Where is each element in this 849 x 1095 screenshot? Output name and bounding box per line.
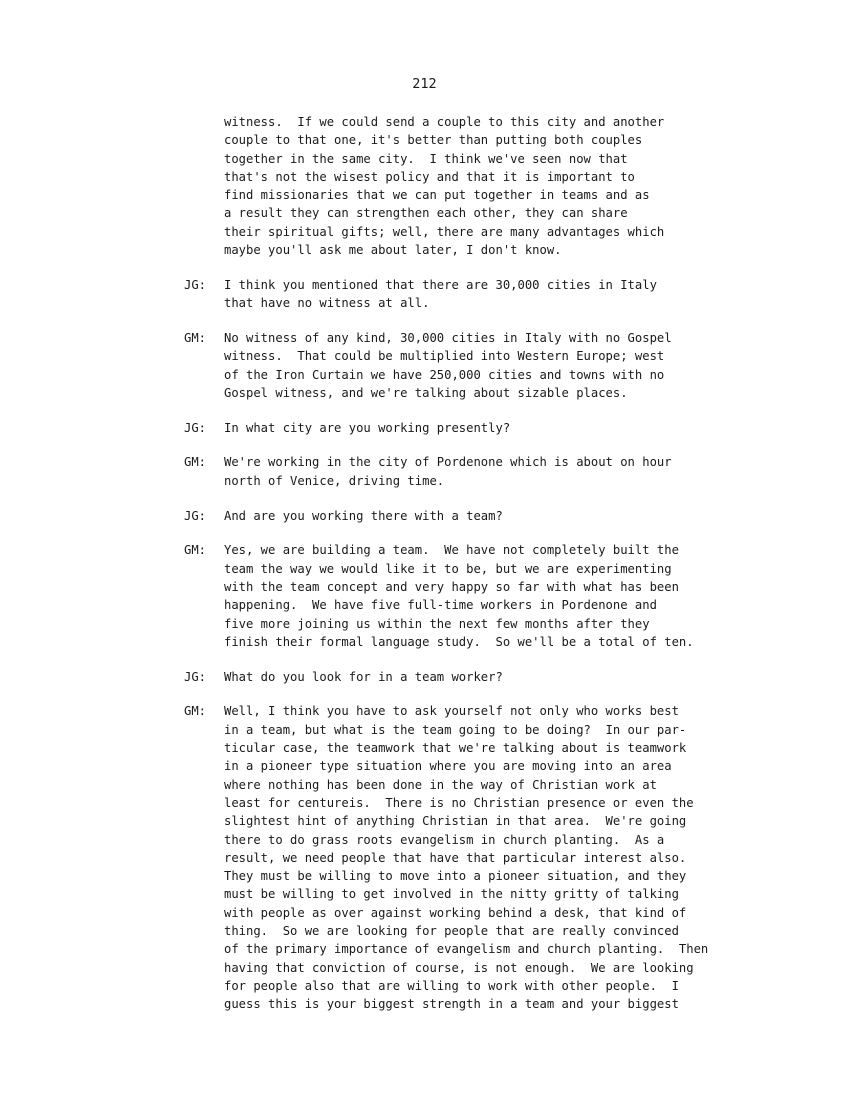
speaker-label: GM:	[184, 704, 207, 719]
text-line: ticular case, the teamwork that we're talking about is teamwork	[224, 741, 687, 756]
speaker-label: GM:	[184, 330, 207, 345]
text-line: I think you mentioned that there are 30,000 cities in Italy	[224, 277, 657, 292]
transcript-entry	[0, 702, 849, 1013]
text-line: witness. If we could send a couple to this city and another	[224, 115, 665, 129]
text-line: that have no witness at all.	[224, 296, 430, 311]
text-line: No witness of any kind, 30,000 cities in Italy with no Gospel	[224, 330, 672, 345]
text-line: And are you working there with a team?	[224, 508, 503, 523]
text-line: Gospel witness, and we're talking about sizable places.	[224, 385, 628, 400]
speaker-label: GM:	[184, 543, 207, 558]
text-line: thing. So we are looking for people that are really convinced	[224, 923, 679, 938]
transcript-entry	[0, 668, 849, 686]
page-number: 212	[412, 76, 437, 92]
interview-transcript	[0, 113, 849, 1030]
text-line: in a team, but what is the team going to be doing? In our par-	[224, 722, 687, 737]
transcript-entry	[0, 276, 849, 313]
text-line: in a pioneer type situation where you are moving into an area	[224, 759, 672, 774]
text-line: Yes, we are building a team. We have not completely built the	[224, 543, 679, 558]
transcript-entry	[0, 113, 849, 259]
text-line: with the team concept and very happy so far with what has been	[224, 579, 679, 594]
text-line: there to do grass roots evangelism in church planting. As a	[224, 832, 665, 847]
text-line: a result they can strengthen each other, they can share	[224, 206, 628, 221]
text-line: result, we need people that have that particular interest also.	[224, 850, 687, 865]
text-line: finish their formal language study. So we'll be a total of ten.	[224, 634, 694, 649]
text-line: maybe you'll ask me about later, I don't know.	[224, 243, 562, 258]
text-line: having that conviction of course, is not enough. We are looking	[224, 960, 694, 975]
text-line: of the Iron Curtain we have 250,000 cities and towns with no	[224, 367, 665, 382]
text-line: witness. That could be multiplied into Western Europe; west	[224, 349, 665, 364]
text-line: couple to that one, it's better than putting both couples	[224, 133, 643, 148]
text-line: slightest hint of anything Christian in that area. We're going	[224, 814, 687, 829]
speaker-label: GM:	[184, 455, 207, 470]
text-line: with people as over against working behind a desk, that kind of	[224, 905, 687, 920]
text-line: They must be willing to move into a pioneer situation, and they	[224, 869, 687, 884]
transcript-entry	[0, 507, 849, 525]
text-line: their spiritual gifts; well, there are many advantages which	[224, 224, 665, 239]
speaker-label: JG:	[184, 669, 207, 684]
text-line: Well, I think you have to ask yourself not only who works best	[224, 704, 679, 719]
speaker-label: JG:	[184, 277, 207, 292]
text-line: What do you look for in a team worker?	[224, 669, 503, 684]
transcript-entry	[0, 329, 849, 402]
text-line: happening. We have five full-time workers in Pordenone and	[224, 598, 657, 613]
speaker-label: JG:	[184, 420, 207, 435]
text-line: We're working in the city of Pordenone which is about on hour	[224, 455, 672, 470]
text-line: that's not the wisest policy and that it is important to	[224, 169, 635, 184]
transcript-entry	[0, 541, 849, 651]
transcript-entry	[0, 419, 849, 437]
text-line: find missionaries that we can put together in teams and as	[224, 188, 650, 203]
text-line: north of Venice, driving time.	[224, 473, 445, 488]
text-line: for people also that are willing to work with other people. I	[224, 978, 679, 993]
text-line: where nothing has been done in the way of Christian work at	[224, 777, 657, 792]
text-line: team the way we would like it to be, but we are experimenting	[224, 561, 672, 576]
text-line: In what city are you working presently?	[224, 420, 511, 435]
text-line: must be willing to get involved in the nitty gritty of talking	[224, 887, 679, 902]
text-line: together in the same city. I think we've seen now that	[224, 151, 628, 166]
text-line: of the primary importance of evangelism and church planting. Then	[224, 942, 709, 957]
text-line: least for centureis. There is no Christian presence or even the	[224, 795, 694, 810]
text-line: guess this is your biggest strength in a team and your biggest	[224, 997, 679, 1012]
text-line: five more joining us within the next few months after they	[224, 616, 650, 631]
speaker-label: JG:	[184, 508, 207, 523]
transcript-entry	[0, 453, 849, 490]
